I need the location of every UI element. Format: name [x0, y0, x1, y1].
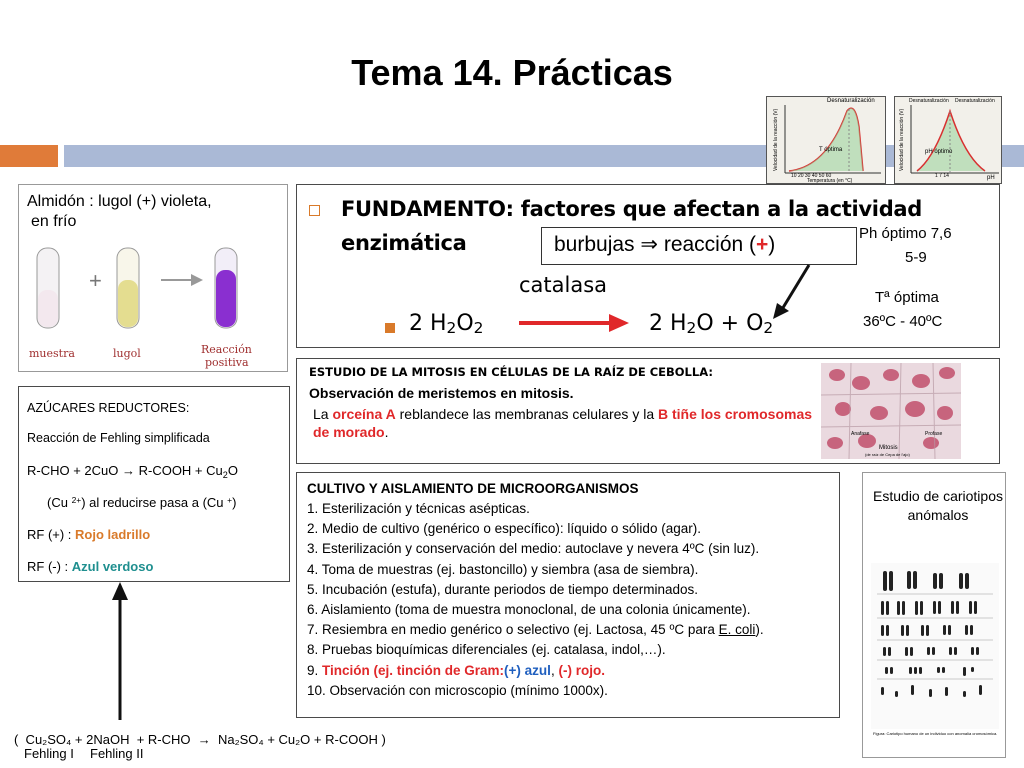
- cultivo-item: 7. Resiembra en medio genérico o selectivo (ej. Lactosa, 45 ºC para E. coli).: [307, 622, 764, 638]
- cultivo-item: 9. Tinción (ej. tinción de Gram:(+) azul, (-) rojo.: [307, 662, 605, 678]
- pointer-arrow-icon: [767, 263, 817, 323]
- graph1-y: Velocidad de la reacción (V): [773, 108, 779, 171]
- page-title: Tema 14. Prácticas: [351, 52, 673, 93]
- mitosis-box: [296, 358, 1000, 464]
- tube1-label: muestra: [29, 347, 75, 360]
- equation-left: 2 $H_2O_2$: [409, 311, 484, 337]
- rf-positive-value: Rojo ladrillo: [75, 527, 151, 542]
- starch-label: Almidón : lugol (+) violeta,: [27, 193, 212, 210]
- rf-negative-value: Azul verdoso: [71, 559, 154, 574]
- sugars-box: [18, 386, 290, 582]
- test-tubes-icon: [19, 240, 289, 350]
- sugars-copper: (Cu $^{2+}$) al reducirse pasa a (Cu +): [47, 495, 237, 510]
- rf-positive: RF (+) : Rojo ladrillo: [27, 527, 151, 542]
- accent-bar-orange: [0, 145, 58, 167]
- cultivo-heading: CULTIVO Y AISLAMIENTO DE MICROORGANISMOS: [307, 481, 639, 496]
- graph2-ticks: 1 7 14: [935, 173, 949, 179]
- burbujas-text: burbujas ⇒ reacción (: [554, 233, 757, 256]
- tube2-label: lugol: [113, 347, 141, 360]
- cultivo-box: [296, 472, 840, 718]
- ecoli-text: E. coli: [718, 622, 756, 638]
- orceina-text: orceína A: [332, 406, 396, 422]
- burbujas-box: [541, 227, 857, 265]
- fehling-1-label: Fehling I: [24, 746, 74, 761]
- cariotipos-label: Estudio de cariotipos anómalos: [873, 488, 1003, 523]
- temp-range: 36ºC - 40ºC: [863, 313, 943, 330]
- equation-right: 2 $H_2O + O_2$: [649, 311, 774, 337]
- graph2-top-right: Desnaturalización: [955, 98, 995, 104]
- mitosis-text: La orceína A reblandece las membranas celulares y la B tiñe los cromosomas de morado.: [313, 406, 813, 440]
- starch-test-box: [18, 184, 288, 372]
- cultivo-item: 5. Incubación (estufa), durante periodos de tiempo determinados.: [307, 581, 698, 597]
- fehling-2-label: Fehling II: [90, 746, 144, 761]
- cultivo-item: 6. Aislamiento (toma de muestra monoclonal, de una colonia únicamente).: [307, 602, 751, 618]
- micrograph-label-anafase: Anafase: [851, 431, 870, 437]
- fehling-equation: ( Cu₂SO₄ + 2NaOH + R-CHO → Na₂SO₄ + Cu₂O + R-COOH ): [14, 732, 386, 747]
- up-arrow-icon: [108, 580, 132, 722]
- cultivo-item: 3. Esterilización y conservación del medio: autoclave y nevera 4ºC (sin luz).: [307, 541, 760, 557]
- sugars-subheading: Reacción de Fehling simplificada: [27, 431, 210, 445]
- starch-label-2: en frío: [31, 213, 77, 230]
- tube3-label-b: positiva: [205, 356, 249, 369]
- temp-optima: Tª óptima: [875, 289, 939, 306]
- mitosis-micrograph: [821, 363, 961, 459]
- cariotipos-box: [862, 472, 1006, 758]
- cultivo-item: 4. Toma de muestras (ej. bastoncillo) y siembra (asa de siembra).: [307, 561, 699, 577]
- fundamento-heading-2: enzimática: [341, 231, 467, 255]
- burbujas-plus: +: [756, 233, 769, 256]
- cultivo-item: 1. Esterilización y técnicas asépticas.: [307, 501, 530, 516]
- mitosis-subheading: Observación de meristemos en mitosis.: [309, 385, 574, 401]
- bullet-square-icon: [309, 205, 320, 216]
- micrograph-caption: (de raíz de Cepa de l'ajo): [865, 452, 910, 457]
- sugars-reaction: R-CHO + 2CuO → R-COOH + $Cu_2O$: [27, 463, 238, 480]
- graph2-y: Velocidad de la reacción (V): [899, 108, 905, 171]
- ph-range: 5-9: [905, 249, 927, 266]
- ph-graph: [894, 96, 1002, 184]
- graph1-top: Desnaturalización: [827, 98, 875, 104]
- graph2-x: pH: [987, 175, 995, 181]
- svg-text:+: +: [89, 268, 102, 293]
- burbujas-close: ): [768, 233, 776, 256]
- micrograph-label-profase: Profase: [925, 431, 943, 437]
- cultivo-item: 8. Pruebas bioquímicas diferenciales (ej. catalasa, indol,…).: [307, 642, 666, 658]
- graph1-x: Temperatura (en °C): [807, 178, 853, 184]
- cultivo-item: 10. Observación con microscopio (mínimo 1000x).: [307, 682, 608, 698]
- graph2-label: pH óptimo: [925, 149, 953, 155]
- cultivo-item: 2. Medio de cultivo (genérico o específico): líquido o sólido (agar).: [307, 521, 701, 537]
- fundamento-heading: FUNDAMENTO: factores que afectan a la actividad: [341, 197, 923, 221]
- bullet-orange-icon: [385, 323, 395, 333]
- temperature-graph: [766, 96, 886, 184]
- graph2-top-left: Desnaturalización: [909, 98, 949, 104]
- graph1-ticks: 10 20 30 40 50 60: [791, 173, 832, 179]
- ph-optimo: Ph óptimo 7,6: [859, 225, 952, 242]
- ph-graph-svg: [895, 97, 1003, 185]
- graph1-label: T óptima: [819, 147, 843, 153]
- temperature-graph-svg: [767, 97, 887, 185]
- sugars-heading: AZÚCARES REDUCTORES:: [27, 401, 190, 415]
- mitosis-heading: ESTUDIO DE LA MITOSIS EN CÉLULAS DE LA RAÍZ DE CEBOLLA:: [309, 365, 713, 379]
- reaction-arrow-icon: [517, 311, 633, 335]
- tube3-label-a: Reacción: [201, 343, 252, 356]
- karyotype-image: [871, 563, 999, 729]
- micrograph-label-mitosis: Mitosis: [879, 445, 898, 451]
- tine-text: B tiñe los cromosomas de morado: [313, 406, 813, 440]
- karyotype-caption: Figura: Cariotipo humano de un individuo con anomalía cromosómica.: [873, 731, 998, 736]
- catalasa-label: catalasa: [519, 273, 608, 297]
- rf-negative: RF (-) : Azul verdoso: [27, 559, 154, 574]
- fundamento-box: [296, 184, 1000, 348]
- cultivo-list: [307, 499, 835, 701]
